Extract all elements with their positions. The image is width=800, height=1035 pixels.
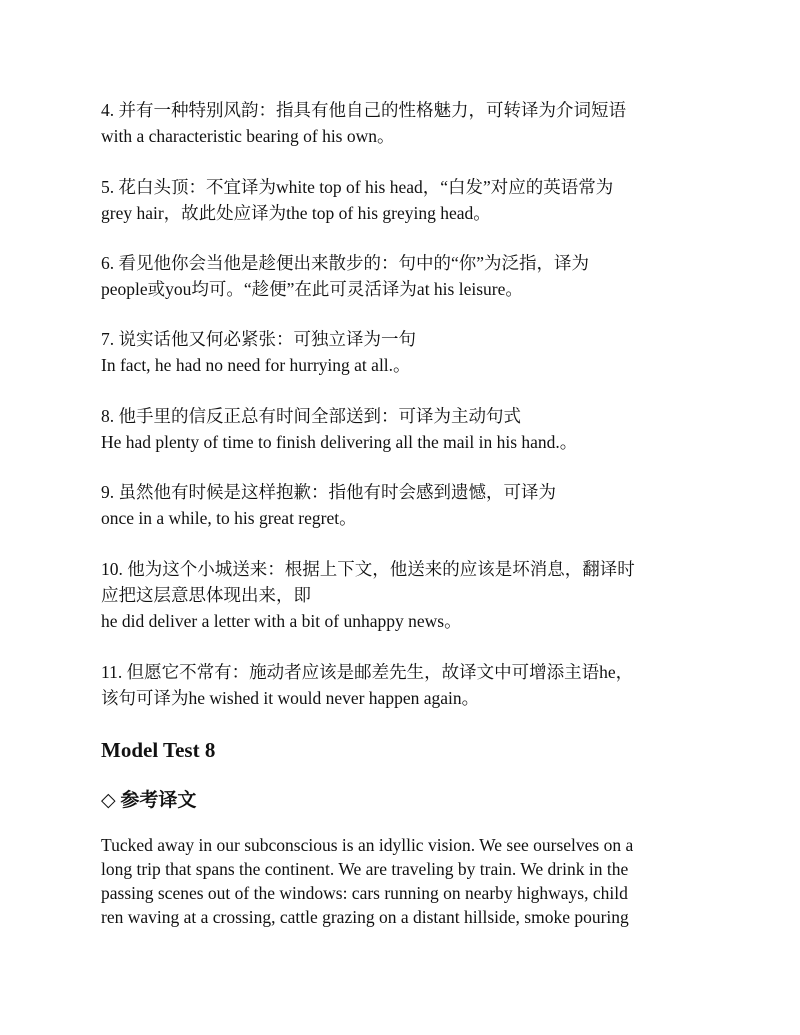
paragraph-line: ren waving at a crossing, cattle grazing on a distant hillside, smoke pouring	[101, 907, 629, 927]
note-line: with a characteristic bearing of his own。	[101, 126, 395, 146]
subsection-heading: ◇ 参考译文	[101, 790, 197, 811]
note-line: He had plenty of time to finish delivering all the mail in his hand.。	[101, 432, 578, 452]
note-line: he did deliver a letter with a bit of unhappy news。	[101, 611, 462, 631]
note-line: grey hair，故此处应译为the top of his greying head。	[101, 203, 491, 223]
note-line: 6. 看见他你会当他是趁便出来散步的：句中的“你”为泛指，译为	[101, 253, 590, 273]
note-line: once in a while, to his great regret。	[101, 508, 357, 528]
translation-note-4	[101, 97, 706, 149]
paragraph-line: passing scenes out of the windows: cars running on nearby highways, child	[101, 883, 628, 903]
note-line: 5. 花白头顶：不宜译为white top of his head，“白发”对应的英语常为	[101, 177, 614, 197]
translation-note-9	[101, 479, 706, 531]
note-line: 10. 他为这个小城送来：根据上下文，他送来的应该是坏消息，翻译时	[101, 559, 635, 579]
note-line: 7. 说实话他又何必紧张：可独立译为一句	[101, 329, 416, 349]
note-line: 应把这层意思体现出来，即	[101, 585, 311, 605]
note-line: 4. 并有一种特别风韵：指具有他自己的性格魅力，可转译为介词短语	[101, 100, 626, 120]
translation-note-7	[101, 326, 706, 378]
section-heading: Model Test 8	[101, 738, 216, 762]
translation-note-8	[101, 403, 706, 455]
translation-note-10	[101, 556, 706, 634]
translation-note-6	[101, 250, 706, 302]
paragraph-line: Tucked away in our subconscious is an idyllic vision. We see ourselves on a	[101, 835, 634, 855]
note-line: In fact, he had no need for hurrying at all.。	[101, 355, 411, 375]
reference-translation-paragraph	[101, 833, 701, 929]
note-line: 8. 他手里的信反正总有时间全部送到：可译为主动句式	[101, 406, 521, 426]
note-line: 11. 但愿它不常有：施动者应该是邮差先生，故译文中可增添主语he，	[101, 662, 634, 682]
note-line: 9. 虽然他有时候是这样抱歉：指他有时会感到遗憾，可译为	[101, 482, 556, 502]
paragraph-line: long trip that spans the continent. We are traveling by train. We drink in the	[101, 859, 629, 879]
note-line: people或you均可。“趁便”在此可灵活译为at his leisure。	[101, 279, 523, 299]
note-line: 该句可译为he wished it would never happen again。	[101, 688, 480, 708]
translation-note-5	[101, 174, 706, 226]
translation-note-11	[101, 659, 706, 711]
